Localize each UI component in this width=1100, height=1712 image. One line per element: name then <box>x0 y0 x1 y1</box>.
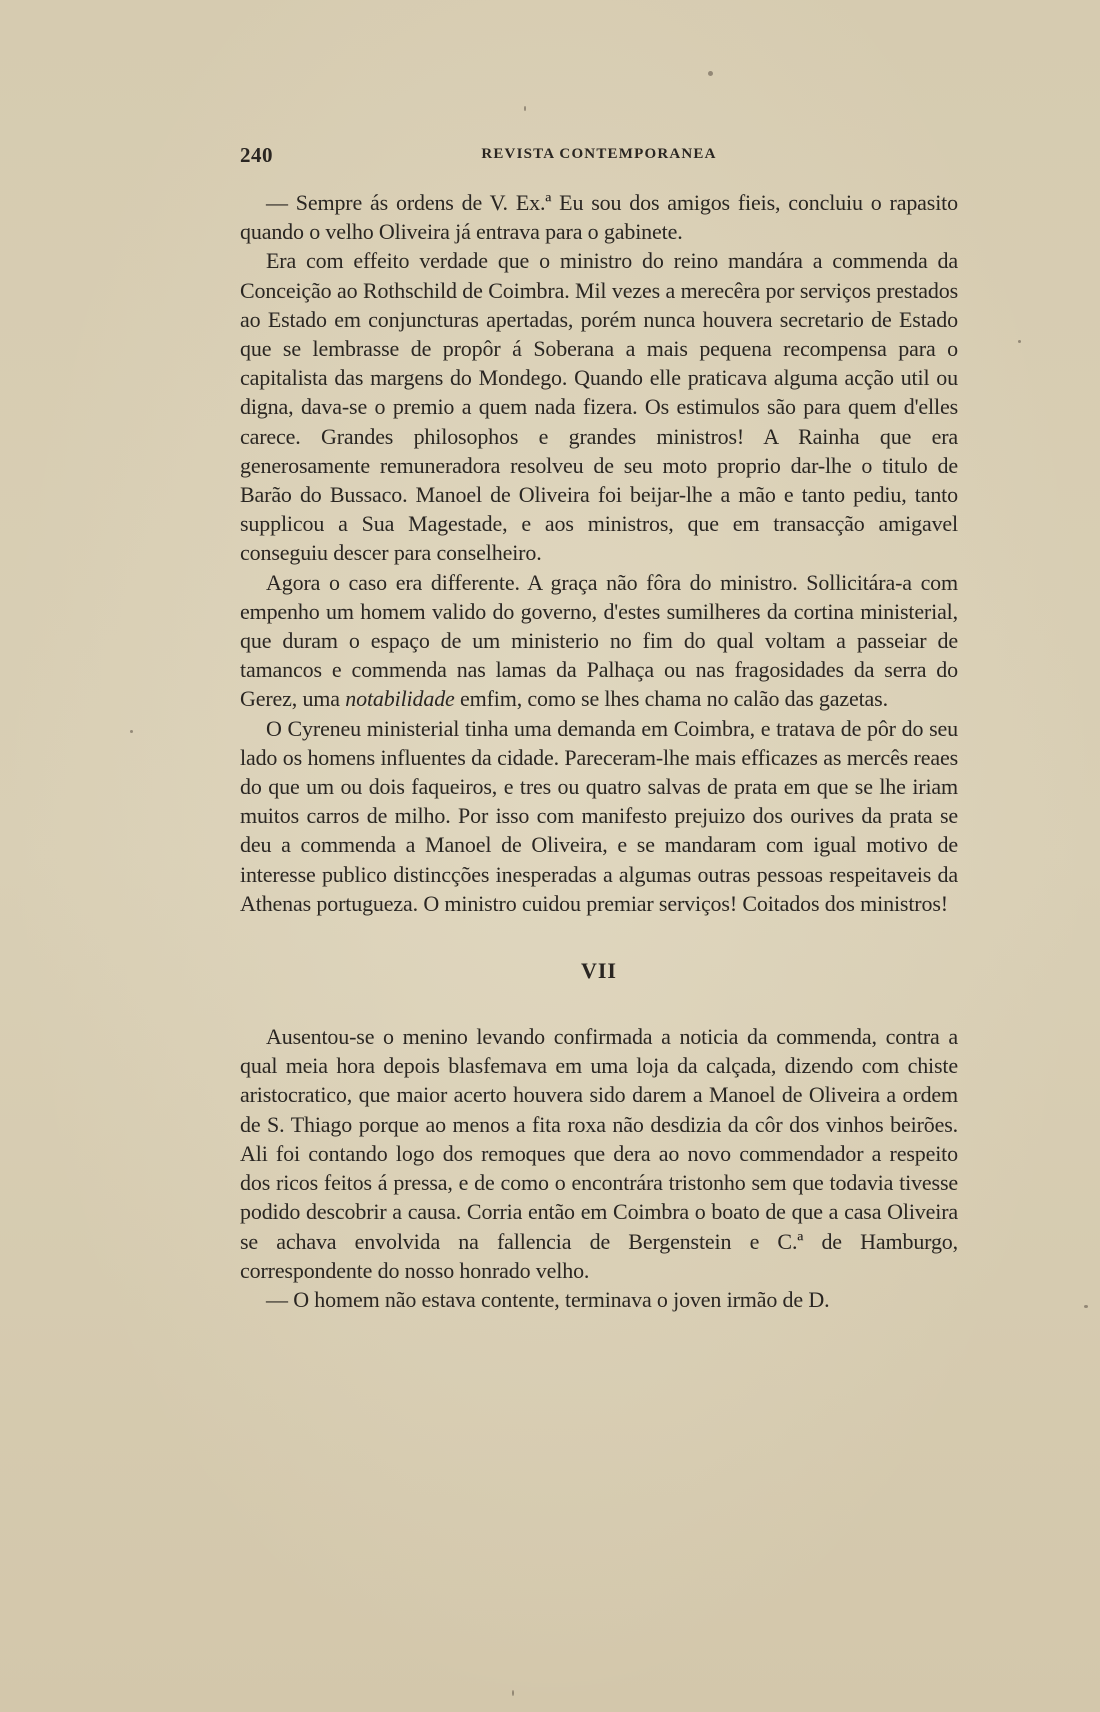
section-heading: VII <box>580 958 617 984</box>
paragraph-ausentou: Ausentou-se o menino levando confirmada a noticia da commenda, contra a qual meia hora depois blasfemava em uma loja da calçada, dizendo com chiste aristocratico, que maior acerto houvera sido darem a Manoel de Oliveira a ordem de S. Thiago porque ao menos a fita roxa não desdizia da côr dos vinhos beirões. Ali foi contando logo dos remoques que dera ao novo commendador a respeito dos ricos feitos á pressa, e de como o encontrára tristonho sem que todavia tivesse podido descobrir a causa. Corria então em Coimbra o boato de que a casa Oliveira se achava envolvida na fallencia de Bergenstein e C.ª de Hamburgo, correspondente do nosso honrado velho. <box>240 1024 958 1283</box>
paper-speck <box>708 71 713 76</box>
paragraph-notabilidade <box>240 568 958 714</box>
paragraph-commenda: Era com effeito verdade que o ministro do reino mandára a commenda da Conceição ao Rothschild de Coimbra. Mil vezes a merecêra por serviços prestados ao Estado em conjuncturas apertadas, porém nunca houvera secretario de Estado que se lembrasse de propôr á Soberana a mais pequena recompensa para o capitalista das margens do Mondego. Quando elle praticava alguma acção util ou digna, dava-se o premio a quem nada fizera. Os estimulos são para quem d'elles carece. Grandes philosophos e grandes ministros! A Rainha que era generosamente remuneradora resolveu de seu moto proprio dar-lhe o titulo de Barão do Bussaco. Manoel de Oliveira foi beijar-lhe a mão e tanto pediu, tanto supplicou a Sua Magestade, e aos ministros, que em transacção amigavel conseguiu descer para conselheiro. <box>240 248 958 566</box>
paragraph-final-dialogue: — O homem não estava contente, terminava o joven irmão de D. <box>266 1286 830 1312</box>
paper-speck <box>130 730 133 733</box>
paper-speck <box>1018 340 1021 343</box>
text-body <box>240 188 958 1314</box>
paper-speck <box>512 1690 514 1696</box>
page-header <box>240 143 958 169</box>
running-title: REVISTA CONTEMPORANEA <box>481 146 717 162</box>
paragraph-text-part: Agora o caso era differente. A graça não fôra do ministro. Sollicitára-a com empenho um homem valido do governo, d'estes sumilheres da cortina ministerial, que duram o espaço de um ministerio no fim do qual voltam a passeiar de tamancos e commenda nas lamas da Palhaça ou nas fragosidades da serra do Gerez, uma <box>240 569 958 712</box>
paragraph-dialogue-reply: — Sempre ás ordens de V. Ex.ª Eu sou dos amigos fieis, concluiu o rapasito quando o velho Oliveira já entrava para o gabinete. <box>240 190 958 245</box>
paragraph-cyreneu: O Cyreneu ministerial tinha uma demanda em Coimbra, e tratava de pôr do seu lado os homens influentes da cidade. Pareceram-lhe mais efficazes as mercês reaes do que um ou dois faqueiros, e tres ou quatro salvas de prata em que se lhe iriam muitos carros de milho. Por isso com manifesto prejuizo dos ourives da prata se deu a commenda a Manoel de Oliveira, e se mandaram com igual motivo de interesse publico distincções inesperadas a algumas outras pessoas respeitaveis da Athenas portugueza. O ministro cuidou premiar serviços! Coitados dos ministros! <box>240 715 958 916</box>
page-number: 240 <box>240 143 273 167</box>
paragraph-text-part: emfim, como se lhes chama no calão das gazetas. <box>454 686 888 712</box>
emphasized-word: notabilidade <box>345 686 455 712</box>
paper-speck <box>524 106 526 111</box>
paper-speck <box>1084 1305 1088 1308</box>
